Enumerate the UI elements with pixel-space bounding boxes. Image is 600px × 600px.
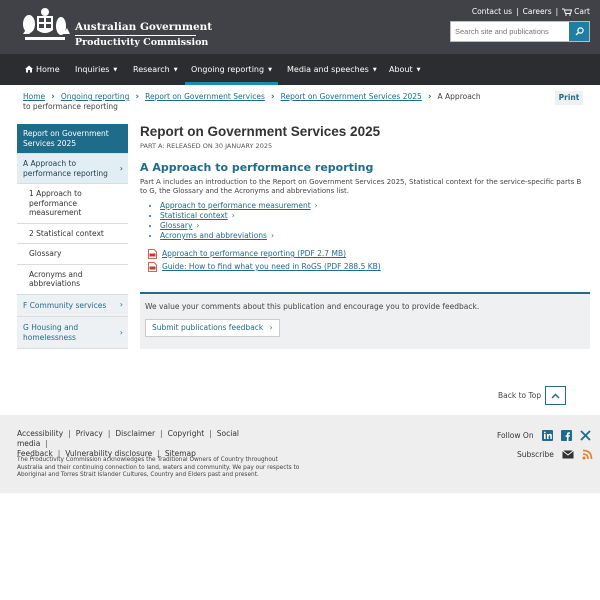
separator: |: [157, 449, 160, 458]
contact-us-link[interactable]: Contact us: [471, 7, 513, 16]
pdf-download-item: [140, 260, 590, 273]
breadcrumb: [23, 92, 483, 112]
link-glossary[interactable]: Glossary: [160, 221, 193, 230]
section-heading: A Approach to performance reporting: [140, 161, 374, 174]
logo-agency-text: Productivity Commission: [75, 37, 209, 48]
page-title: Report on Government Services 2025: [140, 124, 381, 139]
chevron-right-icon: ›: [135, 92, 140, 102]
side-menu-item-community-services[interactable]: [17, 295, 128, 318]
follow-on-label: Follow On: [497, 431, 534, 440]
section-links: [140, 201, 590, 241]
search-input[interactable]: [451, 22, 570, 41]
subscribe: [517, 449, 594, 460]
cart-link[interactable]: Cart: [574, 7, 590, 16]
side-menu-report-link[interactable]: Report on Government Services 2025: [17, 124, 128, 154]
footer-link-privacy[interactable]: Privacy: [75, 429, 103, 438]
side-menu-item-statistical-context[interactable]: 2 Statistical context: [17, 224, 128, 245]
footer-link-social-media[interactable]: Social media: [17, 429, 240, 448]
chevron-right-icon: ›: [270, 231, 274, 240]
chevron-up-icon: [551, 393, 560, 399]
main-content: [140, 124, 590, 273]
separator: |: [160, 429, 163, 438]
list-item: [160, 211, 590, 221]
footer-link-feedback[interactable]: Feedback: [17, 449, 53, 458]
list-item: [160, 221, 590, 231]
side-menu-item-housing[interactable]: [17, 317, 128, 349]
caret-down-icon: ▼: [416, 67, 421, 73]
pdf-icon: [148, 262, 157, 272]
chevron-right-icon: ›: [314, 201, 318, 210]
acknowledgement-of-country: The Productivity Commission acknowledges the Traditional Owners of Country throughout Australia and their continuing connection to land, waters and community. We pay our respects to Aboriginal and Torres Strait Islander Cultures, Country and Elders past and present.: [17, 457, 300, 478]
search-icon: [575, 27, 584, 36]
breadcrumb-rogs[interactable]: Report on Government Services: [145, 92, 265, 101]
breadcrumb-ongoing-reporting[interactable]: Ongoing reporting: [60, 92, 130, 101]
side-menu-chapter-label: F Community services: [23, 300, 107, 310]
nav-home[interactable]: [25, 54, 60, 85]
subscribe-label: Subscribe: [517, 450, 554, 459]
rss-icon[interactable]: [582, 449, 594, 460]
nav-ongoing-reporting[interactable]: [185, 54, 278, 85]
chevron-right-icon: ›: [231, 211, 235, 220]
list-item: [160, 231, 590, 241]
breadcrumb-current: A Approach to performance reporting: [23, 92, 481, 111]
caret-down-icon: ▼: [268, 67, 272, 73]
back-to-top-label[interactable]: Back to Top: [498, 391, 542, 400]
separator: |: [68, 429, 71, 438]
main-navigation: [0, 54, 600, 85]
footer-link-disclaimer[interactable]: Disclaimer: [115, 429, 156, 438]
nav-about-label: About: [389, 65, 413, 74]
link-acronyms[interactable]: Acronyms and abbreviations: [160, 231, 267, 240]
chevron-right-icon: ›: [270, 92, 275, 102]
site-search: [450, 21, 590, 42]
logo-divider: [75, 35, 196, 36]
side-menu-item-acronyms[interactable]: Acronyms and abbreviations: [17, 265, 128, 295]
home-icon: [25, 65, 33, 73]
nav-media-label: Media and speeches: [287, 65, 369, 74]
nav-home-label: Home: [36, 65, 60, 74]
nav-research-label: Research: [133, 65, 170, 74]
link-statistical-context[interactable]: Statistical context: [160, 211, 228, 220]
chevron-right-icon: ›: [269, 323, 273, 332]
pdf-downloads: [140, 247, 590, 273]
print-button[interactable]: Print: [555, 91, 583, 105]
chevron-right-icon: ›: [196, 221, 200, 230]
logo-government-text: Australian Government: [75, 21, 213, 33]
feedback-text: We value your comments about this publication and encourage you to provide feedback.: [145, 302, 480, 311]
chevron-right-icon: ›: [119, 327, 123, 337]
site-footer: [0, 415, 600, 493]
cart-icon[interactable]: [562, 8, 572, 16]
footer-link-copyright[interactable]: Copyright: [167, 429, 205, 438]
pdf-link-guide[interactable]: Guide: How to find what you need in RoGS (PDF 288.5 KB): [162, 262, 381, 271]
site-header: [0, 0, 600, 54]
nav-media-and-speeches[interactable]: [287, 54, 377, 85]
pdf-icon: [148, 249, 157, 259]
separator: |: [516, 7, 519, 16]
footer-links: [17, 429, 277, 459]
nav-inquiries[interactable]: [75, 54, 117, 85]
intro-text: Part A includes an introduction to the Report on Government Services 2025, Statistical context for the service-specific parts B to G, the Glossary and the Acronyms and abbreviations list.: [140, 178, 582, 195]
pdf-link-approach[interactable]: Approach to performance reporting (PDF 2.7 MB): [162, 249, 347, 258]
nav-ongoing-reporting-label: Ongoing reporting: [191, 65, 265, 74]
linkedin-icon[interactable]: [542, 430, 553, 441]
side-menu-item-glossary[interactable]: Glossary: [17, 244, 128, 265]
nav-research[interactable]: [133, 54, 178, 85]
caret-down-icon: ▼: [372, 67, 377, 73]
breadcrumb-home[interactable]: Home: [23, 92, 46, 101]
list-item: [160, 201, 590, 211]
search-button[interactable]: [569, 22, 589, 41]
facebook-icon[interactable]: [561, 430, 572, 441]
coat-of-arms-icon: [17, 6, 73, 46]
chevron-right-icon: ›: [51, 92, 55, 102]
pdf-download-item: [140, 247, 590, 260]
side-menu-chapter-label: G Housing and homelessness: [23, 323, 79, 342]
x-icon[interactable]: [580, 430, 591, 441]
footer-link-vulnerability-disclosure[interactable]: Vulnerability disclosure: [65, 449, 153, 458]
footer-link-sitemap[interactable]: Sitemap: [164, 449, 196, 458]
side-menu-current-part[interactable]: [17, 154, 128, 184]
release-date: PART A: RELEASED ON 30 JANUARY 2025: [140, 142, 273, 150]
link-approach-to-performance-measurement[interactable]: Approach to performance measurement: [160, 201, 311, 210]
follow-on: [497, 430, 591, 441]
chevron-right-icon: ›: [119, 300, 123, 310]
back-to-top-button[interactable]: [545, 386, 566, 405]
side-menu-current-label: A Approach to performance reporting: [23, 159, 108, 178]
email-icon[interactable]: [562, 449, 574, 460]
footer-link-accessibility[interactable]: Accessibility: [17, 429, 64, 438]
breadcrumb-rogs-2025[interactable]: Report on Government Services 2025: [280, 92, 422, 101]
side-menu: [17, 124, 128, 349]
separator: |: [57, 449, 61, 458]
caret-down-icon: ▼: [113, 67, 118, 73]
submit-feedback-button[interactable]: [145, 319, 280, 337]
caret-down-icon: ▼: [173, 67, 178, 73]
site-logo[interactable]: [17, 6, 213, 48]
utility-links: [472, 7, 590, 16]
separator: |: [555, 7, 559, 16]
chevron-right-icon: ›: [119, 163, 123, 173]
separator: |: [209, 429, 212, 438]
careers-link[interactable]: Careers: [522, 7, 552, 16]
side-menu-item-approach[interactable]: 1 Approach to performance measurement: [17, 184, 128, 224]
nav-inquiries-label: Inquiries: [75, 65, 110, 74]
feedback-box: [140, 292, 590, 349]
chevron-right-icon: ›: [427, 92, 432, 102]
submit-feedback-label: Submit publications feedback: [152, 323, 264, 332]
separator: |: [45, 439, 48, 448]
nav-about[interactable]: [389, 54, 421, 85]
separator: |: [107, 429, 111, 438]
